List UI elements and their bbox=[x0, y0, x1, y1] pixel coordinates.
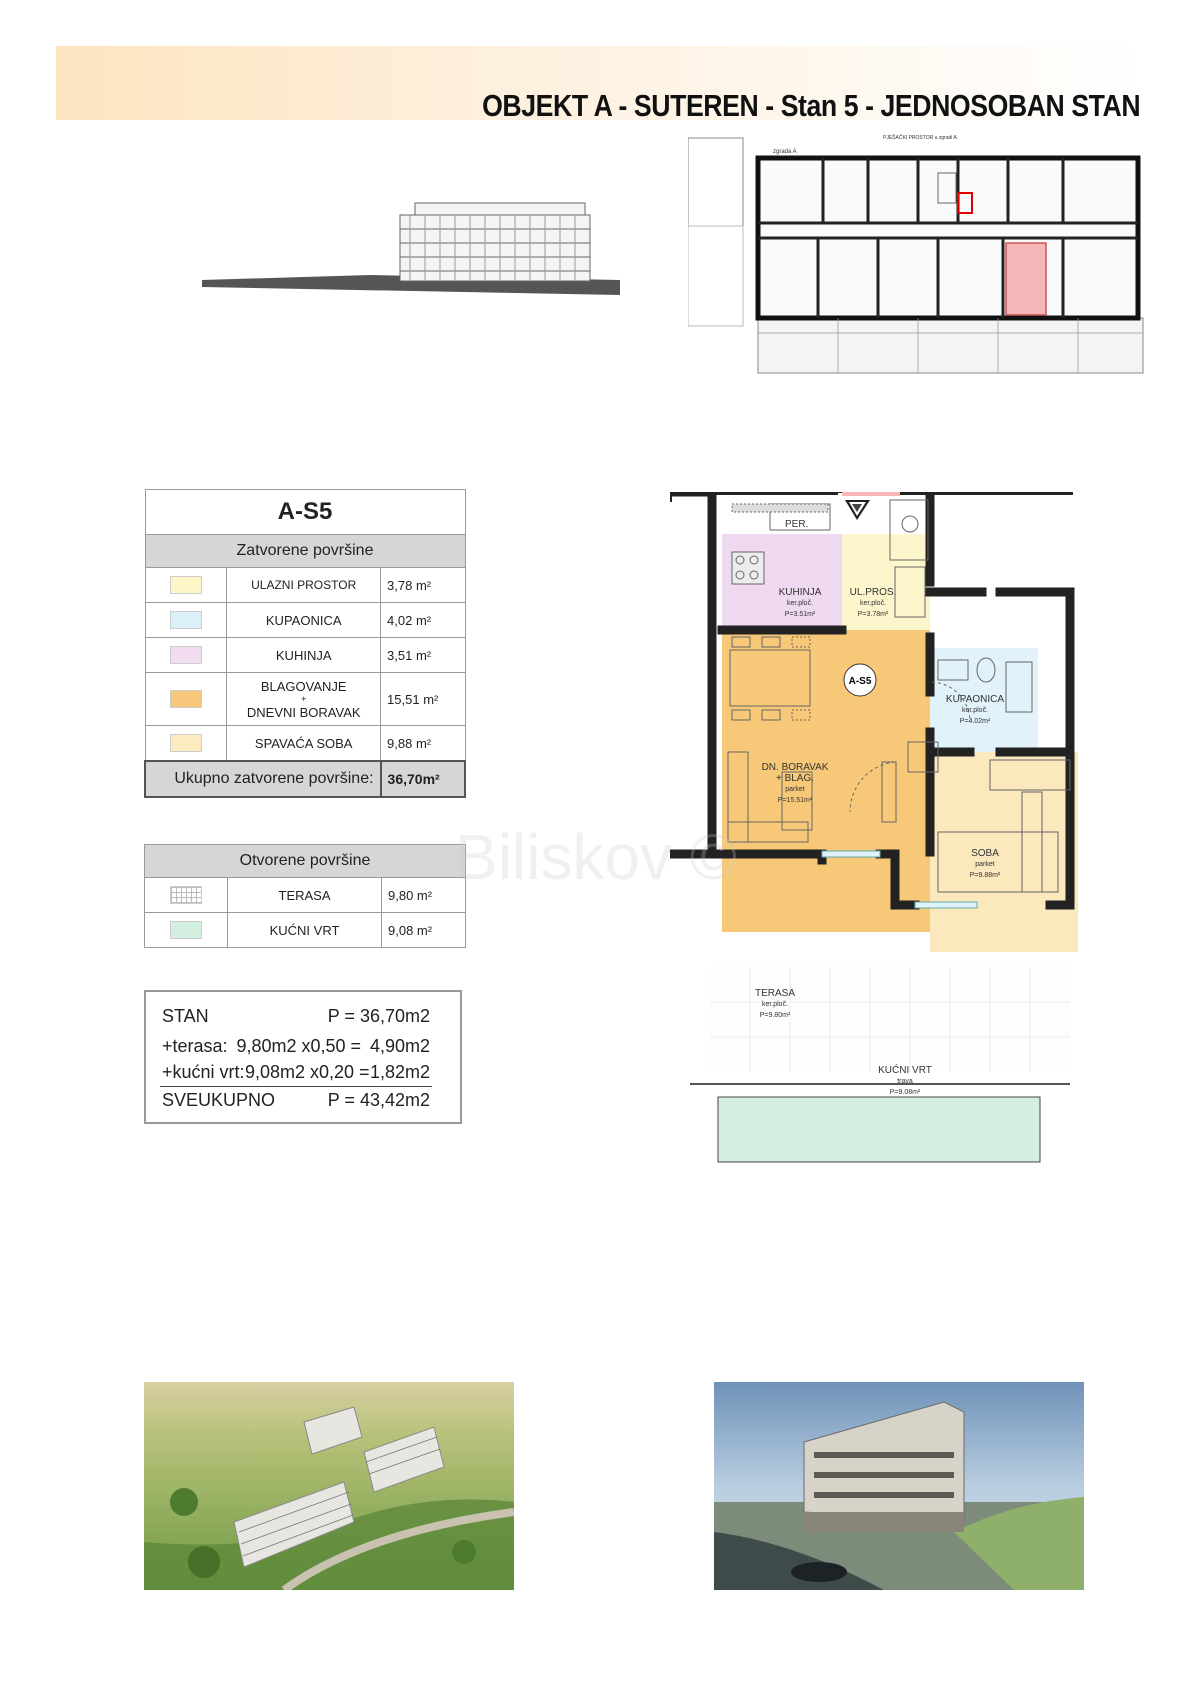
closed-areas-header: Zatvorene površine bbox=[145, 535, 465, 568]
unit-highlight bbox=[1006, 243, 1046, 315]
table-row bbox=[145, 673, 465, 726]
room-name: SPAVAĆA SOBA bbox=[227, 726, 381, 762]
table-row bbox=[145, 878, 466, 913]
summary-stan-value: P = 36,70m2 bbox=[327, 1006, 430, 1026]
unit-badge-label: A-S5 bbox=[848, 676, 872, 687]
total-row bbox=[145, 761, 465, 797]
street-render-photo bbox=[714, 1382, 1084, 1590]
room-area: 9,80 m² bbox=[382, 878, 466, 913]
room-area: 3,51 m² bbox=[381, 638, 465, 673]
table-row bbox=[145, 726, 465, 762]
per-label: PER. bbox=[785, 519, 809, 530]
key-plan-building-label: zgrada A bbox=[773, 149, 797, 155]
color-swatch bbox=[170, 734, 202, 752]
summary-terasa-calc: 9,80m2 x0,50 = bbox=[236, 1036, 362, 1056]
room-label-terasa: TERASA ker.ploč. P=9.80m² bbox=[754, 988, 795, 1019]
room-area: 9,08 m² bbox=[382, 913, 466, 948]
room-label-vrt: KUĆNI VRT trava P=9.08m² bbox=[878, 1065, 932, 1096]
color-swatch bbox=[170, 646, 202, 664]
north-arrow-icon bbox=[845, 500, 870, 520]
page-title: OBJEKT A - SUTEREN - Stan 5 - JEDNOSOBAN STAN bbox=[481, 88, 1140, 123]
summary-total-label: SVEUKUPNO bbox=[162, 1090, 276, 1110]
table-row bbox=[145, 603, 465, 638]
room-label-kuhinja: KUHINJA ker.ploč. P=3.51m² bbox=[778, 587, 822, 618]
table-row bbox=[145, 913, 466, 948]
watermark: Biliskov © bbox=[455, 821, 737, 893]
summary-total-value: P = 43,42m2 bbox=[327, 1090, 430, 1110]
table-row bbox=[145, 638, 465, 673]
room-name: KUĆNI VRT bbox=[228, 913, 382, 948]
unit-code: A-S5 bbox=[145, 490, 465, 535]
summary-divider bbox=[160, 1086, 432, 1087]
room-label-soba: SOBA parket P=9.88m² bbox=[969, 848, 1001, 879]
room-label-boravak: DN. BORAVAK + BLAG. parket P=15.51m² bbox=[761, 762, 829, 804]
room-name: BLAGOVANJE + DNEVNI BORAVAK bbox=[227, 673, 381, 726]
summary-terasa-label: +terasa: bbox=[162, 1036, 228, 1056]
room-area: 4,02 m² bbox=[381, 603, 465, 638]
total-value: 36,70m² bbox=[381, 761, 465, 797]
closed-areas-table bbox=[144, 489, 466, 798]
room-name: TERASA bbox=[228, 878, 382, 913]
color-swatch bbox=[170, 611, 202, 629]
summary-vrt-value: 1,82m2 bbox=[369, 1062, 430, 1082]
room-area: 3,78 m² bbox=[381, 568, 465, 603]
aerial-render-photo bbox=[144, 1382, 514, 1590]
summary-stan-label: STAN bbox=[162, 1006, 209, 1026]
color-swatch bbox=[170, 576, 202, 594]
room-area: 9,88 m² bbox=[381, 726, 465, 762]
room-name: KUHINJA bbox=[227, 638, 381, 673]
summary-terasa-value: 4,90m2 bbox=[369, 1036, 430, 1056]
color-swatch bbox=[170, 690, 202, 708]
open-areas-header: Otvorene površine bbox=[145, 845, 466, 878]
room-label-ulpros: UL.PROS. ker.ploč. P=3.78m² bbox=[849, 587, 897, 618]
summary-vrt-label: +kućni vrt: bbox=[162, 1062, 245, 1082]
room-name: KUPAONICA bbox=[227, 603, 381, 638]
summary-vrt-calc: 9,08m2 x0,20 = bbox=[244, 1062, 370, 1082]
color-swatch bbox=[170, 921, 202, 939]
building-elevation bbox=[200, 195, 630, 300]
key-plan-top-label: PJEŠAČKI PROSTOR u zgradi A bbox=[883, 135, 957, 141]
area-summary bbox=[144, 990, 462, 1124]
room-name: ULAZNI PROSTOR bbox=[227, 568, 381, 603]
room-label-kupaonica: KUPAONICA ker.ploč. P=4.02m² bbox=[945, 694, 1005, 725]
room-area: 15,51 m² bbox=[381, 673, 465, 726]
total-label: Ukupno zatvorene površine: bbox=[145, 761, 381, 797]
open-areas-table bbox=[144, 844, 466, 948]
color-swatch bbox=[170, 886, 202, 904]
garden-area bbox=[718, 1097, 1040, 1162]
table-row bbox=[145, 568, 465, 603]
key-floor-plan bbox=[688, 133, 1148, 381]
